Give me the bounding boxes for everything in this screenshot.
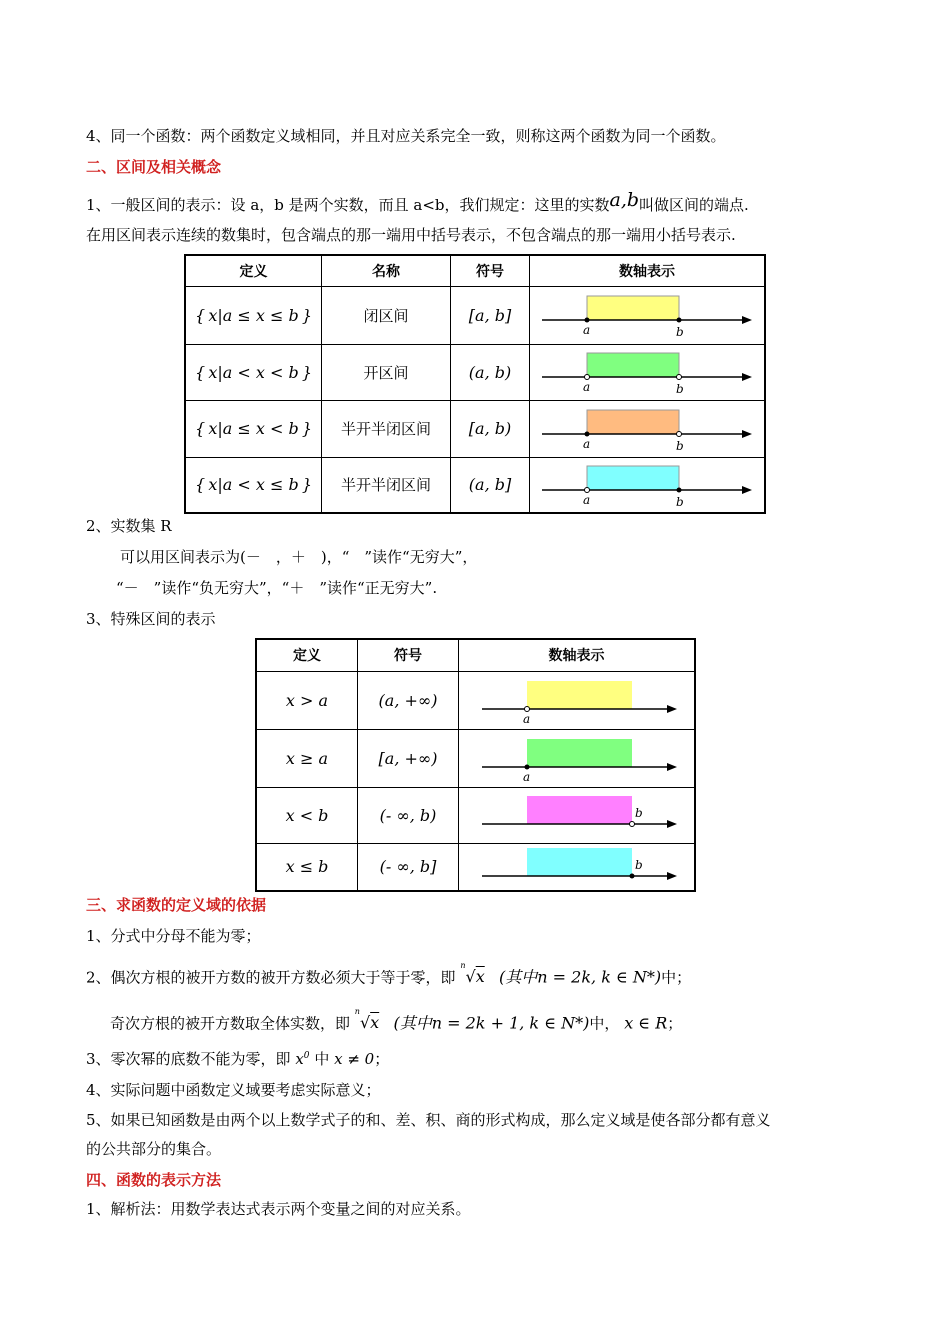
definition-cell: x ≤ b — [256, 843, 358, 891]
table-header: 定义 — [185, 255, 322, 286]
interval-table — [184, 254, 766, 514]
symbol-cell: (- ∞, b) — [358, 787, 459, 843]
section-heading: 三、求函数的定义域的依据 — [86, 896, 267, 914]
section-heading: 二、区间及相关概念 — [86, 158, 222, 176]
number-line-cell — [530, 457, 766, 513]
number-line — [462, 733, 692, 783]
text-span: 1、一般区间的表示：设 a，b 是两个实数，而且 a<b，我们规定：这里的实数 — [86, 196, 610, 214]
text-span: ； — [374, 1050, 390, 1068]
text-line — [110, 1007, 683, 1033]
math-span: (其中n = 2k, k ∈ N*) — [499, 967, 662, 987]
text-span: 中； — [661, 968, 692, 987]
endpoint-closed — [524, 765, 529, 770]
root-expression: $^n$√x — [354, 1007, 380, 1033]
number-line-cell — [459, 729, 696, 787]
interval-fill — [527, 848, 632, 876]
number-line — [462, 790, 692, 840]
definition-cell: { x|a < x ≤ b } — [185, 457, 322, 513]
axis-arrow — [667, 705, 677, 713]
endpoint-closed — [677, 318, 682, 323]
math-span: (其中n = 2k + 1, k ∈ N*) — [393, 1013, 590, 1033]
math-span: x ≠ 0 — [334, 1050, 375, 1068]
endpoint-closed — [585, 431, 590, 436]
table-row — [185, 400, 765, 457]
number-line — [462, 844, 692, 890]
axis-label-a: a — [583, 436, 591, 451]
text-span: 叫做区间的端点. — [639, 196, 749, 214]
axis-label-b: b — [676, 494, 684, 509]
definition-cell: x ≥ a — [256, 729, 358, 787]
table-row — [185, 286, 765, 344]
name-cell: 开区间 — [322, 344, 451, 400]
number-line-cell — [459, 671, 696, 729]
special-interval-table — [255, 638, 696, 892]
math-span: x ∈ R — [624, 1013, 668, 1033]
axis-label-b: b — [676, 325, 684, 339]
number-line — [532, 460, 762, 510]
interval-fill — [587, 410, 679, 434]
symbol-cell: (a, b) — [451, 344, 530, 400]
axis-label-a: a — [583, 380, 591, 394]
symbol-cell: [a, +∞) — [358, 729, 459, 787]
number-line — [532, 290, 762, 340]
axis-label-b: b — [676, 382, 684, 396]
endpoint-open — [585, 375, 590, 380]
text-line: 4、实际问题中函数定义域要考虑实际意义； — [86, 1081, 381, 1099]
endpoint-open — [524, 707, 529, 712]
text-line: 的公共部分的集合。 — [86, 1140, 222, 1158]
definition-cell: x > a — [256, 671, 358, 729]
math-span: $x^0$ — [295, 1050, 310, 1068]
section-heading: 四、函数的表示方法 — [86, 1171, 222, 1189]
number-line — [462, 675, 692, 725]
axis-label-b: b — [634, 806, 643, 820]
text-span: ； — [667, 1014, 683, 1033]
symbol-cell: [a, b) — [451, 400, 530, 457]
table-header: 符号 — [451, 255, 530, 286]
table-row — [256, 843, 695, 891]
table-header: 定义 — [256, 639, 358, 671]
definition-cell: x < b — [256, 787, 358, 843]
number-line-cell — [459, 787, 696, 843]
text-span: 奇次方根的被开方数取全体实数，即 — [110, 1014, 351, 1033]
root-expression: $^n$√x — [460, 961, 485, 987]
number-line-cell — [530, 286, 766, 344]
number-line-cell — [459, 843, 696, 891]
symbol-cell: (a, +∞) — [358, 671, 459, 729]
text-line: “－ ”读作“负无穷大”，“＋ ”读作“正无穷大”. — [116, 579, 438, 597]
axis-arrow — [667, 820, 677, 828]
definition-cell: { x|a ≤ x ≤ b } — [185, 286, 322, 344]
table-header: 名称 — [322, 255, 451, 286]
text-line: 4、同一个函数：两个函数定义域相同，并且对应关系完全一致，则称这两个函数为同一个函数。 — [86, 127, 726, 145]
text-line — [86, 1046, 389, 1069]
interval-fill — [587, 296, 679, 320]
axis-arrow — [742, 373, 752, 381]
axis-label-a: a — [522, 770, 530, 783]
text-line: 在用区间表示连续的数集时，包含端点的那一端用中括号表示，不包含端点的那一端用小括号表示. — [86, 226, 736, 244]
endpoint-closed — [677, 487, 682, 492]
table-row — [256, 671, 695, 729]
axis-label-a: a — [583, 323, 591, 337]
symbol-cell: (- ∞, b] — [358, 843, 459, 891]
interval-fill — [587, 353, 679, 377]
endpoint-open — [677, 431, 682, 436]
endpoint-closed — [629, 873, 634, 878]
table-row — [185, 344, 765, 400]
symbol-cell: (a, b] — [451, 457, 530, 513]
interval-fill — [587, 466, 679, 490]
text-line: 5、如果已知函数是由两个以上数学式子的和、差、积、商的形式构成，那么定义域是使各部分都有意义 — [86, 1111, 771, 1129]
axis-label-b: b — [676, 438, 684, 453]
text-span: 2、偶次方根的被开方数的被开方数必须大于等于零，即 — [86, 968, 456, 987]
text-line: 可以用区间表示为(－ ，＋ )，“ ”读作“无穷大”， — [120, 548, 478, 566]
table-row — [256, 729, 695, 787]
interval-fill — [527, 796, 632, 824]
endpoint-open — [585, 487, 590, 492]
text-line: 1、分式中分母不能为零； — [86, 927, 261, 945]
table-header: 数轴表示 — [459, 639, 696, 671]
name-cell: 闭区间 — [322, 286, 451, 344]
interval-fill — [527, 739, 632, 767]
axis-arrow — [742, 430, 752, 438]
number-line-cell — [530, 344, 766, 400]
symbol-cell: [a, b] — [451, 286, 530, 344]
axis-arrow — [667, 763, 677, 771]
interval-fill — [527, 681, 632, 709]
text-line: 2、实数集 R — [86, 517, 172, 535]
table-header: 符号 — [358, 639, 459, 671]
name-cell: 半开半闭区间 — [322, 457, 451, 513]
axis-arrow — [667, 872, 677, 880]
number-line-cell — [530, 400, 766, 457]
text-line — [86, 189, 749, 215]
table-row — [185, 457, 765, 513]
text-line: 1、解析法：用数学表达式表示两个变量之间的对应关系。 — [86, 1200, 471, 1218]
axis-label-a: a — [583, 492, 591, 507]
text-span: 中 — [314, 1050, 330, 1068]
axis-label-b: b — [634, 857, 643, 872]
table-header: 数轴表示 — [530, 255, 766, 286]
axis-arrow — [742, 316, 752, 324]
number-line — [532, 404, 762, 454]
text-span: 中， — [589, 1014, 620, 1033]
math-span: a,b — [609, 189, 640, 211]
name-cell: 半开半闭区间 — [322, 400, 451, 457]
number-line — [532, 347, 762, 397]
endpoint-open — [629, 822, 634, 827]
definition-cell: { x|a ≤ x < b } — [185, 400, 322, 457]
text-line: 3、特殊区间的表示 — [86, 610, 216, 628]
axis-arrow — [742, 486, 752, 494]
endpoint-open — [677, 375, 682, 380]
definition-cell: { x|a < x < b } — [185, 344, 322, 400]
axis-label-a: a — [522, 712, 530, 725]
endpoint-closed — [585, 318, 590, 323]
text-line — [86, 961, 692, 987]
text-span: 3、零次幂的底数不能为零，即 — [86, 1050, 291, 1068]
table-row — [256, 787, 695, 843]
